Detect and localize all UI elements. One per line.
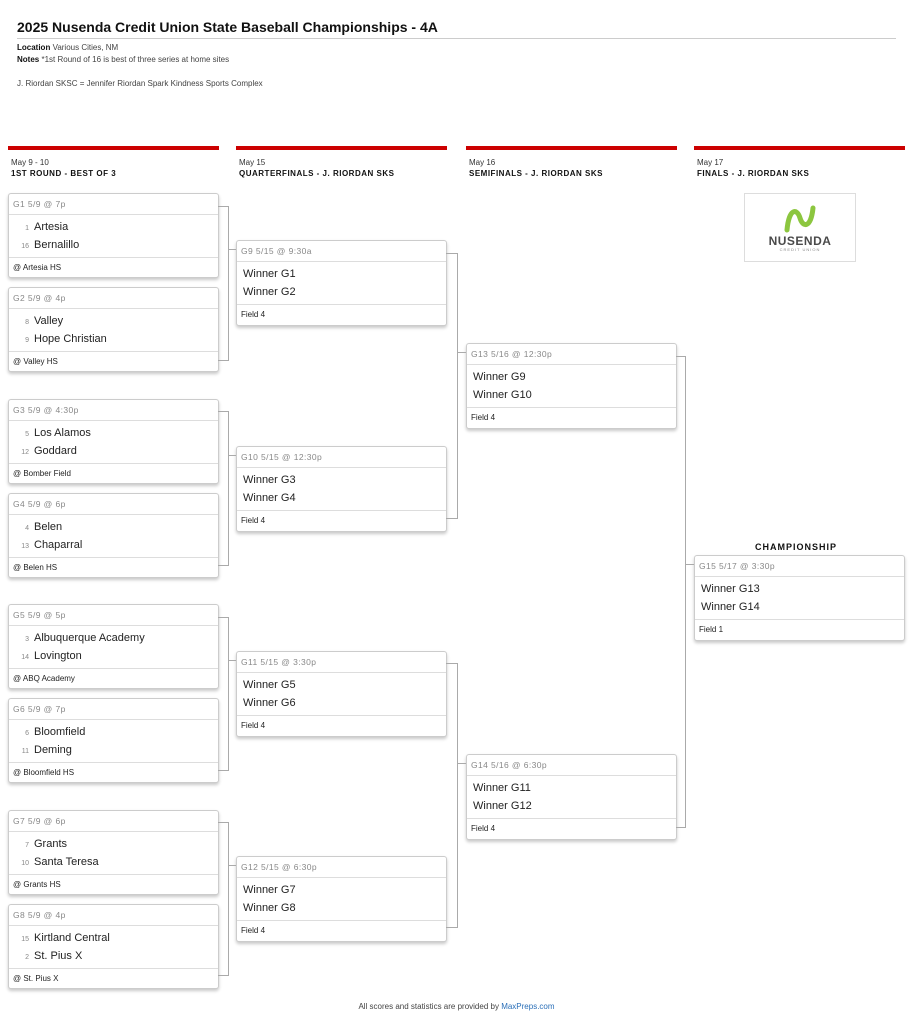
game-site: @ Valley HS [9, 351, 218, 371]
game-card-g6[interactable] [8, 698, 219, 783]
team-name: Bernalillo [34, 239, 80, 251]
game-header: G15 5/17 @ 3:30p [695, 556, 904, 577]
team-row[interactable]: Winner G5 [243, 679, 296, 691]
game-card-g5[interactable] [8, 604, 219, 689]
team-row[interactable]: Winner G2 [243, 286, 296, 298]
team-row[interactable] [9, 236, 218, 254]
team-row[interactable] [9, 330, 218, 348]
game-header: G11 5/15 @ 3:30p [237, 652, 446, 673]
game-site: Field 4 [237, 920, 446, 941]
team-row[interactable] [9, 629, 218, 647]
round-name: 1ST ROUND - BEST OF 3 [11, 169, 117, 178]
bracket-connector [228, 249, 236, 250]
game-site: Field 1 [695, 619, 904, 640]
game-card-g14[interactable] [466, 754, 677, 840]
team-name: Artesia [34, 221, 69, 233]
team-row[interactable]: Winner G3 [243, 474, 296, 486]
team-row[interactable] [9, 518, 218, 536]
sponsor-name: NUSENDA [768, 234, 832, 248]
team-row[interactable] [9, 947, 218, 965]
game-header: G7 5/9 @ 6p [9, 811, 218, 832]
team-seed: 8 [25, 319, 29, 326]
game-site: @ Bomber Field [9, 463, 218, 483]
game-header: G9 5/15 @ 9:30a [237, 241, 446, 262]
team-row[interactable]: Winner G14 [701, 601, 760, 613]
notes-value: *1st Round of 16 is best of three series at home sites [41, 55, 230, 64]
game-card-g13[interactable] [466, 343, 677, 429]
bracket-connector [228, 206, 229, 361]
game-card-g2[interactable] [8, 287, 219, 372]
team-name: Albuquerque Academy [34, 632, 145, 644]
team-seed: 16 [21, 243, 29, 250]
team-seed: 5 [25, 431, 29, 438]
team-row[interactable]: Winner G1 [243, 268, 296, 280]
team-seed: 12 [21, 449, 29, 456]
team-seed: 2 [25, 954, 29, 961]
bracket-connector [228, 455, 236, 456]
bracket-connector [228, 822, 229, 976]
game-card-g10[interactable] [236, 446, 447, 532]
team-row[interactable]: Winner G10 [473, 389, 532, 401]
game-card-g3[interactable] [8, 399, 219, 484]
team-seed: 7 [25, 842, 29, 849]
game-site: Field 4 [467, 818, 676, 839]
bracket-connector [446, 927, 457, 928]
bracket-connector [457, 253, 458, 519]
team-row[interactable]: Winner G12 [473, 800, 532, 812]
round-name: FINALS - J. RIORDAN SKS [697, 169, 810, 178]
bracket-connector [446, 518, 457, 519]
team-name: Belen [34, 521, 63, 533]
game-header: G13 5/16 @ 12:30p [467, 344, 676, 365]
sponsor-logo[interactable] [744, 193, 856, 262]
game-card-g1[interactable] [8, 193, 219, 278]
game-card-g9[interactable] [236, 240, 447, 326]
bracket-connector [218, 822, 228, 823]
notes-line [17, 54, 897, 65]
bracket-connector [457, 763, 466, 764]
round-header-1 [8, 146, 219, 180]
sponsor-sub: CREDIT UNION [779, 247, 821, 252]
team-seed: 1 [25, 225, 29, 232]
game-site: @ Grants HS [9, 874, 218, 894]
bracket-connector [457, 663, 458, 928]
team-row[interactable] [9, 929, 218, 947]
game-card-g4[interactable] [8, 493, 219, 578]
notes-label: Notes [17, 55, 40, 64]
team-seed: 6 [25, 730, 29, 737]
round-name: QUARTERFINALS - J. RIORDAN SKS [239, 169, 395, 178]
team-row[interactable] [9, 536, 218, 554]
bracket-connector [228, 617, 229, 771]
bracket-connector [218, 770, 228, 771]
game-site: Field 4 [237, 510, 446, 531]
team-seed: 15 [21, 936, 29, 943]
game-site: @ ABQ Academy [9, 668, 218, 688]
game-card-g12[interactable] [236, 856, 447, 942]
game-header: G8 5/9 @ 4p [9, 905, 218, 926]
team-seed: 10 [21, 860, 29, 867]
round-rule [8, 146, 219, 150]
bracket-connector [457, 352, 466, 353]
bracket-connector [676, 356, 685, 357]
game-header: G4 5/9 @ 6p [9, 494, 218, 515]
round-header-3 [466, 146, 677, 180]
team-row[interactable]: Winner G7 [243, 884, 296, 896]
championship-label: CHAMPIONSHIP [755, 542, 838, 552]
team-row[interactable]: Winner G8 [243, 902, 296, 914]
game-site: @ Belen HS [9, 557, 218, 577]
bracket-connector [218, 411, 228, 412]
game-card-g8[interactable] [8, 904, 219, 989]
bracket-connector [228, 660, 236, 661]
bracket-connector [685, 356, 686, 828]
location-value: Various Cities, NM [52, 43, 119, 52]
team-row[interactable]: Winner G4 [243, 492, 296, 504]
round-rule [236, 146, 447, 150]
bracket-connector [228, 865, 236, 866]
team-seed: 9 [25, 337, 29, 344]
team-seed: 13 [21, 543, 29, 550]
page-header [17, 18, 897, 65]
game-card-g7[interactable] [8, 810, 219, 895]
maxpreps-link[interactable]: MaxPreps.com [501, 1002, 555, 1011]
team-row[interactable] [9, 723, 218, 741]
team-name: Los Alamos [34, 427, 91, 439]
round-rule [466, 146, 677, 150]
round-date: May 15 [239, 158, 266, 167]
round-header-2 [236, 146, 447, 180]
round-date: May 16 [469, 158, 496, 167]
team-name: Hope Christian [34, 333, 107, 345]
team-row[interactable]: Winner G9 [473, 371, 526, 383]
game-site: @ Artesia HS [9, 257, 218, 277]
team-row[interactable]: Winner G6 [243, 697, 296, 709]
team-row[interactable] [9, 424, 218, 442]
round-date: May 9 - 10 [11, 158, 49, 167]
team-row[interactable] [9, 218, 218, 236]
team-name: Deming [34, 744, 72, 756]
game-header: G2 5/9 @ 4p [9, 288, 218, 309]
team-name: St. Pius X [34, 950, 83, 962]
team-row[interactable] [9, 442, 218, 460]
game-card-g15[interactable] [694, 555, 905, 641]
game-site: Field 4 [467, 407, 676, 428]
game-site: @ St. Pius X [9, 968, 218, 988]
team-name: Lovington [34, 650, 82, 662]
game-site: @ Bloomfield HS [9, 762, 218, 782]
team-seed: 4 [25, 525, 29, 532]
game-header: G10 5/15 @ 12:30p [237, 447, 446, 468]
game-header: G3 5/9 @ 4:30p [9, 400, 218, 421]
team-seed: 14 [21, 654, 29, 661]
team-row[interactable] [9, 312, 218, 330]
bracket-connector [218, 360, 228, 361]
team-name: Kirtland Central [34, 932, 110, 944]
game-site: Field 4 [237, 715, 446, 736]
team-name: Grants [34, 838, 68, 850]
game-header: G14 5/16 @ 6:30p [467, 755, 676, 776]
bracket-connector [218, 617, 228, 618]
team-seed: 3 [25, 636, 29, 643]
game-site: Field 4 [237, 304, 446, 325]
team-row[interactable] [9, 647, 218, 665]
bracket-connector [228, 411, 229, 566]
team-name: Bloomfield [34, 726, 86, 738]
header-divider [17, 38, 896, 39]
team-row[interactable] [9, 835, 218, 853]
location-label: Location [17, 43, 51, 52]
bracket-connector [676, 827, 685, 828]
team-row[interactable]: Winner G11 [473, 782, 531, 794]
bracket-connector [685, 564, 694, 565]
bracket-connector [218, 565, 228, 566]
location-line [17, 42, 897, 53]
round-header-4 [694, 146, 905, 180]
team-name: Valley [34, 315, 64, 327]
team-row[interactable] [9, 853, 218, 871]
game-header: G6 5/9 @ 7p [9, 699, 218, 720]
game-card-g11[interactable] [236, 651, 447, 737]
round-rule [694, 146, 905, 150]
team-row[interactable] [9, 741, 218, 759]
round-date: May 17 [697, 158, 724, 167]
bracket-connector [446, 663, 457, 664]
footer [0, 1002, 913, 1011]
team-row[interactable]: Winner G13 [701, 583, 760, 595]
complex-note: J. Riordan SKSC = Jennifer Riordan Spark Kindness Sports Complex [17, 79, 263, 88]
footer-text: All scores and statistics are provided by [358, 1002, 499, 1011]
game-header: G5 5/9 @ 5p [9, 605, 218, 626]
team-seed: 11 [21, 748, 29, 755]
page-title: 2025 Nusenda Credit Union State Baseball Championships - 4A [17, 19, 438, 35]
team-name: Goddard [34, 445, 77, 457]
bracket-connector [218, 206, 228, 207]
round-name: SEMIFINALS - J. RIORDAN SKS [469, 169, 603, 178]
bracket-connector [446, 253, 457, 254]
game-header: G1 5/9 @ 7p [9, 194, 218, 215]
bracket-connector [218, 975, 228, 976]
game-header: G12 5/15 @ 6:30p [237, 857, 446, 878]
team-name: Santa Teresa [34, 856, 99, 868]
team-name: Chaparral [34, 539, 83, 551]
